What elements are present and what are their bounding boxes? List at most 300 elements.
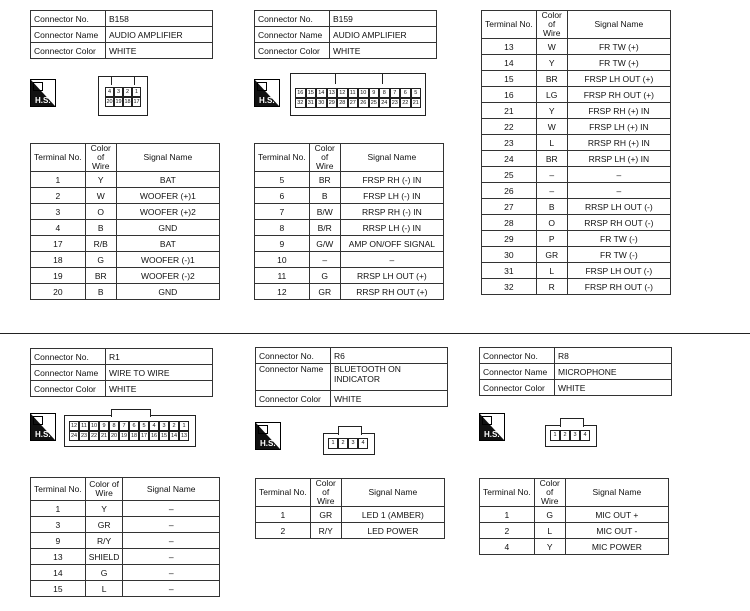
hs-label: H.S. (484, 430, 500, 439)
connector-pin: 23 (390, 98, 401, 108)
connector-pin: 1 (179, 421, 189, 431)
table-row (482, 87, 671, 103)
connector-pin: 8 (379, 88, 390, 98)
connector-pin: 12 (70, 423, 78, 429)
connector-pin: 9 (369, 88, 380, 98)
color-of-wire-header: Color of Wire (309, 144, 340, 172)
terminal-no-header: Terminal No. (31, 144, 86, 172)
terminal-no-cell: 3 (31, 204, 86, 220)
signal-name-cell: – (123, 517, 220, 533)
connector-pin: 22 (400, 98, 411, 108)
table-row (31, 236, 220, 252)
connector-pin: 2 (338, 438, 348, 449)
terminal-no-cell: 16 (482, 87, 537, 103)
wire-color-cell: LG (536, 87, 567, 103)
terminal-no-cell: 7 (255, 204, 310, 220)
connector-pin: 26 (358, 98, 369, 108)
signal-name-cell: FRSP LH (-) IN (340, 188, 443, 204)
connector-no-label: Connector No. (480, 348, 555, 364)
terminal-no-cell: 2 (256, 523, 311, 539)
r8-connector-face-icon (545, 425, 597, 447)
connector-color-label: Connector Color (256, 391, 331, 407)
terminal-no-cell: 27 (482, 199, 537, 215)
table-row (255, 172, 444, 188)
signal-name-cell: LED 1 (AMBER) (341, 507, 444, 523)
signal-name-cell: FRSP RH (+) IN (567, 103, 670, 119)
table-row (31, 268, 220, 284)
connector-name-label: Connector Name (480, 364, 555, 380)
terminal-no-cell: 15 (31, 581, 86, 597)
hs-icon (30, 413, 56, 441)
hs-label: H.S. (35, 430, 51, 439)
table-row (31, 549, 220, 565)
color-of-wire-header: Color of Wire (310, 479, 341, 507)
terminal-no-cell: 13 (31, 549, 86, 565)
connector-pin: 13 (180, 433, 188, 439)
terminal-no-cell: 11 (255, 268, 310, 284)
connector-no-value: R6 (331, 348, 448, 364)
table-row (255, 284, 444, 300)
wire-color-cell: B (536, 199, 567, 215)
table-row (482, 71, 671, 87)
table-row (256, 523, 445, 539)
b158-connector-info (30, 10, 213, 59)
signal-name-cell: MIC POWER (565, 539, 668, 555)
table-row (480, 507, 669, 523)
connector-name-label: Connector Name (31, 27, 106, 43)
wire-color-cell: P (536, 231, 567, 247)
connector-pin: 24 (379, 98, 390, 108)
signal-name-cell: LED POWER (341, 523, 444, 539)
connector-pin: 24 (70, 433, 78, 439)
wire-color-cell: GR (85, 517, 123, 533)
connector-name-value: MICROPHONE (555, 364, 672, 380)
connector-pin: 28 (337, 98, 348, 108)
signal-name-cell: RRSP LH OUT (+) (340, 268, 443, 284)
connector-pin: 6 (129, 421, 139, 431)
b159-pin-grid (295, 88, 421, 108)
connector-pin: 2 (123, 87, 132, 97)
terminal-no-header: Terminal No. (256, 479, 311, 507)
connector-no-label: Connector No. (31, 11, 106, 27)
connector-pin: 5 (139, 421, 149, 431)
terminal-no-cell: 2 (480, 523, 535, 539)
connector-pin: 20 (110, 433, 118, 439)
table-row (482, 103, 671, 119)
table-row (480, 539, 669, 555)
wire-color-cell: GR (309, 284, 340, 300)
table-row (31, 517, 220, 533)
table-row (255, 268, 444, 284)
signal-name-cell: MIC OUT + (565, 507, 668, 523)
r1-pin-table (30, 477, 220, 597)
table-row (482, 119, 671, 135)
terminal-no-cell: 25 (482, 167, 537, 183)
table-row (256, 507, 445, 523)
hs-icon (479, 413, 505, 441)
signal-name-header: Signal Name (340, 144, 443, 172)
terminal-no-header: Terminal No. (31, 478, 86, 501)
wire-color-cell: G (85, 252, 116, 268)
signal-name-cell: GND (116, 220, 219, 236)
table-row (482, 199, 671, 215)
connector-pin: 15 (306, 88, 317, 98)
terminal-no-cell: 9 (31, 533, 86, 549)
connector-no-value: R1 (106, 349, 213, 365)
terminal-no-cell: 14 (31, 565, 86, 581)
terminal-no-header: Terminal No. (480, 479, 535, 507)
table-row (482, 215, 671, 231)
signal-name-header: Signal Name (116, 144, 219, 172)
connector-pin: 5 (411, 88, 422, 98)
table-row (482, 167, 671, 183)
signal-name-cell: BAT (116, 172, 219, 188)
connector-pin: 7 (119, 421, 129, 431)
table-row (31, 220, 220, 236)
connector-pin: 10 (90, 423, 98, 429)
connector-pin: 30 (316, 98, 327, 108)
r6-pin-table (255, 478, 445, 539)
connector-color-value: WHITE (330, 43, 437, 59)
connector-pin: 11 (79, 421, 89, 431)
table-row (31, 581, 220, 597)
signal-name-cell: WOOFER (+)1 (116, 188, 219, 204)
connector-pin: 8 (109, 421, 119, 431)
connector-pin: 4 (149, 421, 159, 431)
wire-color-cell: GR (536, 247, 567, 263)
wire-color-cell: G/W (309, 236, 340, 252)
signal-name-cell: MIC OUT - (565, 523, 668, 539)
table-row (255, 188, 444, 204)
hs-icon (30, 79, 56, 107)
connector-pin: 9 (99, 421, 109, 431)
connector-symbol-icon (257, 82, 267, 91)
connector-pin: 3 (114, 87, 123, 97)
signal-name-cell: RRSP LH (+) IN (567, 151, 670, 167)
r1-connector-info (30, 348, 213, 397)
b158-pin-grid (105, 87, 143, 107)
hs-label: H.S. (35, 96, 51, 105)
terminal-no-cell: 19 (31, 268, 86, 284)
connector-pin: 6 (400, 88, 411, 98)
signal-name-cell: RRSP RH OUT (+) (340, 284, 443, 300)
connector-symbol-icon (482, 416, 492, 425)
wire-color-cell: G (309, 268, 340, 284)
signal-name-header: Signal Name (341, 479, 444, 507)
connector-pin: 23 (80, 433, 88, 439)
signal-name-cell: – (123, 501, 220, 517)
table-row (482, 263, 671, 279)
terminal-no-cell: 24 (482, 151, 537, 167)
connector-pin: 4 (580, 430, 590, 441)
terminal-no-cell: 10 (255, 252, 310, 268)
signal-name-cell: AMP ON/OFF SIGNAL (340, 236, 443, 252)
table-row (482, 151, 671, 167)
connector-no-label: Connector No. (31, 349, 106, 365)
signal-name-cell: FRSP LH OUT (+) (567, 71, 670, 87)
table-row (482, 279, 671, 295)
connector-color-label: Connector Color (255, 43, 330, 59)
signal-name-header: Signal Name (123, 478, 220, 501)
signal-name-cell: FRSP RH OUT (+) (567, 87, 670, 103)
connector-pin: 19 (120, 433, 128, 439)
hs-label: H.S. (259, 96, 275, 105)
connector-color-label: Connector Color (31, 43, 106, 59)
table-row (31, 204, 220, 220)
terminal-no-header: Terminal No. (255, 144, 310, 172)
connector-name-value: AUDIO AMPLIFIER (106, 27, 213, 43)
r6-connector-info (255, 347, 448, 407)
table-row (482, 247, 671, 263)
r1-pin-grid (69, 421, 191, 441)
table-row (255, 236, 444, 252)
connector-pin: 4 (105, 87, 114, 97)
wire-color-cell: B/W (309, 204, 340, 220)
connector-color-value: WHITE (555, 380, 672, 396)
wire-color-cell: B (85, 220, 116, 236)
wire-color-cell: R/Y (310, 523, 341, 539)
wire-color-cell: BR (536, 151, 567, 167)
connector-pin: 21 (100, 433, 108, 439)
table-row (31, 284, 220, 300)
connector-name-value: BLUETOOTH ON INDICATOR (331, 364, 448, 391)
terminal-no-header: Terminal No. (482, 11, 537, 39)
table-row (482, 135, 671, 151)
wire-color-cell: BR (309, 172, 340, 188)
signal-name-header: Signal Name (567, 11, 670, 39)
terminal-no-cell: 29 (482, 231, 537, 247)
terminal-no-cell: 28 (482, 215, 537, 231)
table-row (31, 252, 220, 268)
b159-connector-info (254, 10, 437, 59)
signal-name-cell: RRSP LH OUT (-) (567, 199, 670, 215)
connector-pin: 18 (130, 433, 138, 439)
connector-pin: 3 (570, 430, 580, 441)
wire-color-cell: G (85, 565, 123, 581)
table-row (31, 172, 220, 188)
r8-pin-table (479, 478, 669, 555)
signal-name-cell: FR TW (+) (567, 55, 670, 71)
signal-name-cell: FRSP LH OUT (-) (567, 263, 670, 279)
terminal-no-cell: 5 (255, 172, 310, 188)
table-row (31, 565, 220, 581)
connector-pin: 13 (327, 88, 338, 98)
connector-color-label: Connector Color (480, 380, 555, 396)
terminal-no-cell: 14 (482, 55, 537, 71)
wire-color-cell: O (85, 204, 116, 220)
connector-pin: 21 (411, 98, 422, 108)
wire-color-cell: R/Y (85, 533, 123, 549)
table-row (480, 523, 669, 539)
signal-name-cell: – (567, 183, 670, 199)
color-of-wire-header: Color of Wire (534, 479, 565, 507)
connector-pin: 18 (124, 99, 131, 105)
table-row (482, 183, 671, 199)
connector-color-value: WHITE (331, 391, 448, 407)
wire-color-cell: L (534, 523, 565, 539)
hs-label: H.S. (260, 439, 276, 448)
terminal-no-cell: 30 (482, 247, 537, 263)
connector-pin: 22 (90, 433, 98, 439)
connector-pin: 32 (295, 98, 306, 108)
connector-pin: 4 (358, 438, 368, 449)
wire-color-cell: Y (536, 55, 567, 71)
wire-color-cell: Y (85, 501, 123, 517)
connector-name-label: Connector Name (31, 365, 106, 381)
terminal-no-cell: 1 (256, 507, 311, 523)
connector-name-label: Connector Name (256, 364, 331, 391)
wire-color-cell: – (536, 167, 567, 183)
connector-pin: 16 (150, 433, 158, 439)
b159-continued-pin-table (481, 10, 671, 295)
connector-pin: 1 (550, 430, 560, 441)
connector-pin: 12 (337, 88, 348, 98)
connector-pin: 15 (160, 433, 168, 439)
signal-name-cell: – (340, 252, 443, 268)
terminal-no-cell: 9 (255, 236, 310, 252)
color-of-wire-header: Color of Wire (536, 11, 567, 39)
terminal-no-cell: 20 (31, 284, 86, 300)
connector-no-value: B159 (330, 11, 437, 27)
r6-connector-face-icon (323, 433, 375, 455)
connector-no-value: B158 (106, 11, 213, 27)
b158-connector-face-icon (98, 76, 148, 116)
signal-name-cell: FRSP RH (-) IN (340, 172, 443, 188)
signal-name-cell: GND (116, 284, 219, 300)
connector-pin: 2 (169, 421, 179, 431)
wire-color-cell: B (309, 188, 340, 204)
table-row (255, 252, 444, 268)
wire-color-cell: W (536, 119, 567, 135)
terminal-no-cell: 23 (482, 135, 537, 151)
terminal-no-cell: 2 (31, 188, 86, 204)
connector-no-label: Connector No. (255, 11, 330, 27)
r8-pin-grid (550, 430, 592, 441)
r1-connector-face-icon (64, 415, 196, 447)
connector-symbol-icon (33, 416, 43, 425)
wire-color-cell: SHIELD (85, 549, 123, 565)
terminal-no-cell: 1 (480, 507, 535, 523)
terminal-no-cell: 32 (482, 279, 537, 295)
wire-color-cell: Y (536, 103, 567, 119)
terminal-no-cell: 13 (482, 39, 537, 55)
signal-name-cell: – (123, 533, 220, 549)
connector-no-label: Connector No. (256, 348, 331, 364)
connector-pin: 17 (133, 99, 140, 105)
terminal-no-cell: 1 (31, 501, 86, 517)
connector-pin: 16 (295, 88, 306, 98)
terminal-no-cell: 4 (480, 539, 535, 555)
connector-no-value: R8 (555, 348, 672, 364)
connector-name-value: AUDIO AMPLIFIER (330, 27, 437, 43)
terminal-no-cell: 12 (255, 284, 310, 300)
connector-name-value: WIRE TO WIRE (106, 365, 213, 381)
terminal-no-cell: 15 (482, 71, 537, 87)
color-of-wire-header: Color of Wire (85, 144, 116, 172)
b159-connector-face-icon (290, 73, 426, 116)
signal-name-cell: WOOFER (+)2 (116, 204, 219, 220)
table-row (31, 533, 220, 549)
signal-name-cell: RRSP RH OUT (-) (567, 215, 670, 231)
connector-symbol-icon (33, 82, 43, 91)
connector-pin: 10 (358, 88, 369, 98)
connector-color-label: Connector Color (31, 381, 106, 397)
signal-name-cell: – (123, 565, 220, 581)
wire-color-cell: R/B (85, 236, 116, 252)
table-row (255, 204, 444, 220)
wire-color-cell: W (85, 188, 116, 204)
table-row (31, 501, 220, 517)
signal-name-cell: – (123, 581, 220, 597)
connector-pin: 29 (327, 98, 338, 108)
connector-pin: 1 (328, 438, 338, 449)
signal-name-cell: WOOFER (-)1 (116, 252, 219, 268)
connector-pin: 3 (348, 438, 358, 449)
connector-color-value: WHITE (106, 381, 213, 397)
wire-color-cell: O (536, 215, 567, 231)
connector-pin: 19 (115, 99, 122, 105)
connector-pin: 14 (316, 88, 327, 98)
table-row (482, 39, 671, 55)
signal-name-cell: FR TW (-) (567, 247, 670, 263)
terminal-no-cell: 31 (482, 263, 537, 279)
signal-name-cell: RRSP RH (+) IN (567, 135, 670, 151)
wire-color-cell: B (85, 284, 116, 300)
connector-pin: 7 (390, 88, 401, 98)
connector-color-value: WHITE (106, 43, 213, 59)
terminal-no-cell: 18 (31, 252, 86, 268)
wire-color-cell: – (309, 252, 340, 268)
wire-color-cell: W (536, 39, 567, 55)
connector-pin: 31 (306, 98, 317, 108)
wire-color-cell: – (536, 183, 567, 199)
terminal-no-cell: 22 (482, 119, 537, 135)
b158-pin-table (30, 143, 220, 300)
signal-name-cell: – (123, 549, 220, 565)
signal-name-cell: FR TW (+) (567, 39, 670, 55)
signal-name-cell: RRSP RH (-) IN (340, 204, 443, 220)
wire-color-cell: BR (85, 268, 116, 284)
signal-name-cell: BAT (116, 236, 219, 252)
table-row (482, 55, 671, 71)
connector-pin: 17 (140, 433, 148, 439)
hs-icon (254, 79, 280, 107)
wire-color-cell: GR (310, 507, 341, 523)
table-row (482, 231, 671, 247)
r6-pin-grid (328, 438, 370, 449)
signal-name-cell: FRSP RH OUT (-) (567, 279, 670, 295)
connector-pin: 27 (348, 98, 359, 108)
b159-pin-table (254, 143, 444, 300)
terminal-no-cell: 21 (482, 103, 537, 119)
terminal-no-cell: 8 (255, 220, 310, 236)
signal-name-cell: FRSP LH (+) IN (567, 119, 670, 135)
wire-color-cell: L (85, 581, 123, 597)
connector-pin: 25 (369, 98, 380, 108)
wire-color-cell: R (536, 279, 567, 295)
terminal-no-cell: 6 (255, 188, 310, 204)
r8-connector-info (479, 347, 672, 396)
signal-name-cell: FR TW (-) (567, 231, 670, 247)
wire-color-cell: L (536, 135, 567, 151)
signal-name-cell: – (567, 167, 670, 183)
wire-color-cell: BR (536, 71, 567, 87)
wire-color-cell: G (534, 507, 565, 523)
color-of-wire-header: Color of Wire (85, 478, 123, 501)
connector-pin: 2 (560, 430, 570, 441)
signal-name-cell: WOOFER (-)2 (116, 268, 219, 284)
wire-color-cell: Y (85, 172, 116, 188)
